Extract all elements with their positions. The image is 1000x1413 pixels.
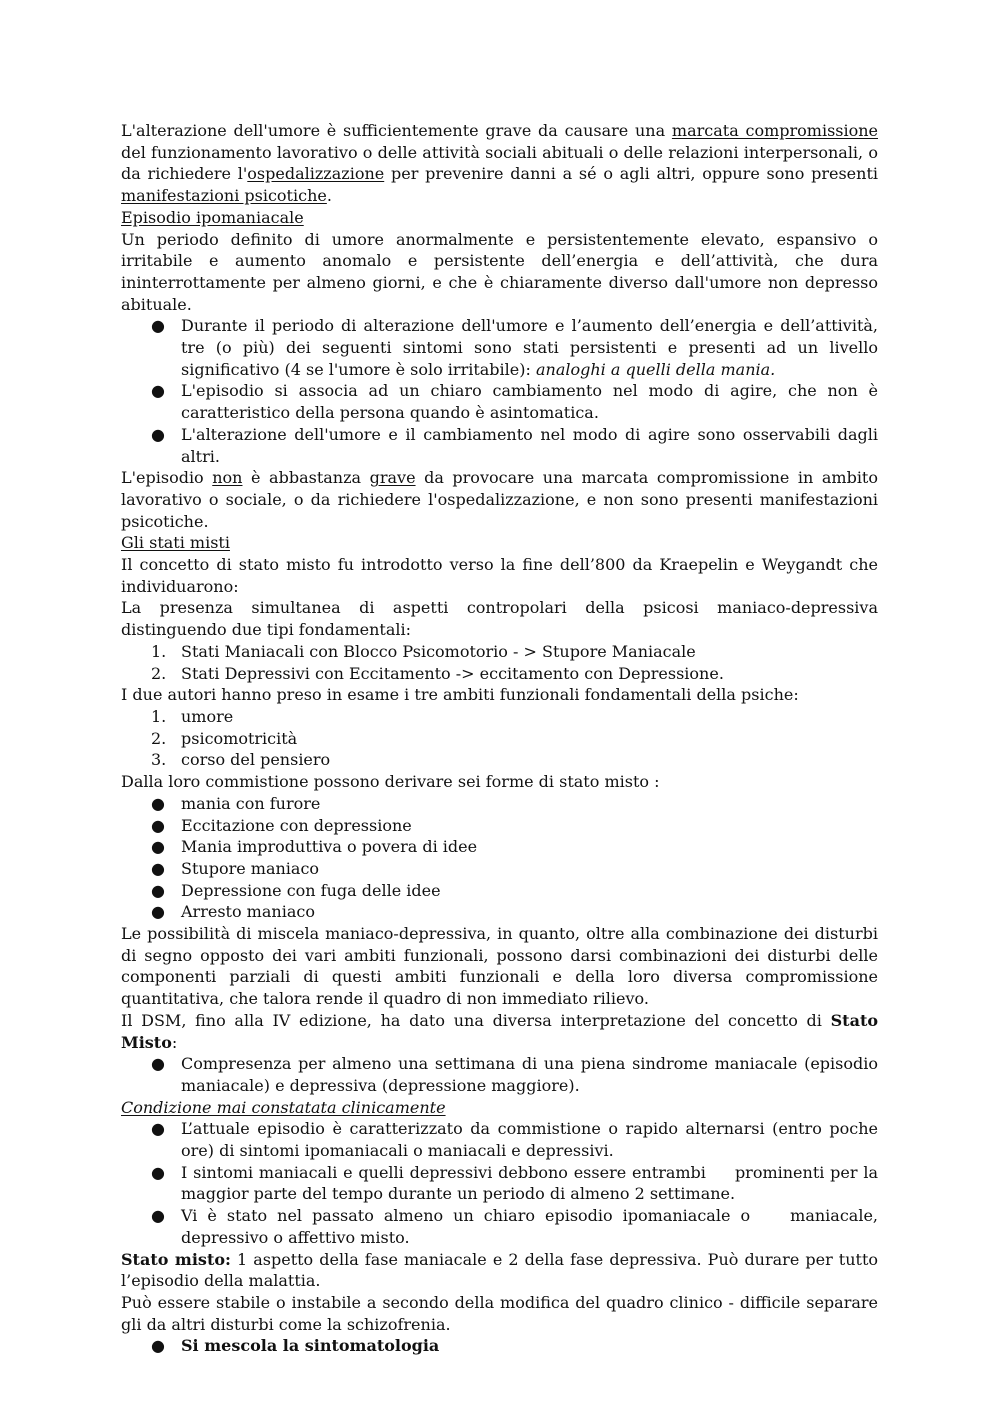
paragraph-hypomania-intro: Un periodo definito di umore anormalmente e persistentemente elevato, espansivo o irritabile e aumento anomalo e persistente dell’energia e dell’attività, che dura ininterrottamente per almeno giorni, e che è chiaramente diverso dall'umore non depresso abituale.: [121, 229, 878, 314]
text-run: Mania improduttiva o povera di idee: [181, 837, 478, 857]
list-item: [121, 749, 878, 771]
text-run: L'alterazione dell'umore è sufficientemente grave da causare una: [121, 121, 672, 140]
mixed-types-list: [121, 641, 878, 684]
bullet-icon: ●: [151, 1336, 165, 1356]
final-list: [121, 1335, 878, 1357]
bullet-icon: ●: [151, 793, 165, 813]
list-item: [121, 424, 878, 467]
text-run: Il DSM, fino alla IV edizione, ha dato una diversa interpretazione del concetto di: [121, 1010, 831, 1030]
list-item: [121, 728, 878, 750]
condition-list: [121, 1118, 884, 1248]
bold-text: Si mescola la sintomatologia: [181, 1336, 440, 1356]
bullet-icon: ●: [151, 1206, 165, 1226]
text-run: 1 aspetto della fase maniacale e 2 della fase depressiva. Può durare per tutto l’episodio della malattia.: [121, 1249, 879, 1291]
underlined-text: ospedalizzazione: [247, 164, 385, 184]
section-heading: Episodio ipomaniacale: [121, 207, 304, 227]
bullet-icon: ●: [151, 381, 165, 401]
paragraph-stability: Può essere stabile o instabile a secondo della modifica del quadro clinico - difficile separare gli da altri disturbi come la schizofrenia.: [121, 1292, 878, 1334]
text-run: L'alterazione dell'umore e il cambiamento nel modo di agire sono osservabili dagli altri.: [181, 424, 878, 466]
list-number: 1.: [151, 641, 167, 661]
list-item: [121, 815, 878, 837]
heading-hypomanic-episode: [121, 207, 878, 229]
hypomania-criteria-list: [121, 315, 878, 467]
text-run: umore: [181, 706, 234, 726]
list-item: [121, 901, 878, 923]
paragraph-functional-domains: I due autori hanno preso in esame i tre ambiti funzionali fondamentali della psiche:: [121, 685, 799, 705]
section-heading: Gli stati misti: [121, 533, 230, 553]
list-item: [121, 641, 878, 663]
list-item: [121, 858, 878, 880]
text-run: .: [326, 186, 332, 206]
text-run: del funzionamento lavorativo o delle attività sociali abituali o delle relazioni interpersonali, o da richiedere l': [121, 142, 878, 184]
list-item: [121, 706, 878, 728]
text-run: Stati Maniacali con Blocco Psicomotorio - > Stupore Maniacale: [181, 641, 696, 661]
bullet-icon: ●: [151, 424, 165, 444]
underlined-text: non: [212, 468, 243, 488]
bullet-icon: ●: [151, 837, 165, 857]
list-number: 1.: [151, 706, 167, 726]
text-run: Vi è stato nel passato almeno un chiaro episodio ipomaniacale o maniacale, depressivo o affettivo misto.: [181, 1206, 884, 1247]
text-run: da provocare una marcata compromissione in ambito lavorativo o sociale, o da richiedere l'ospedalizzazione, e non sono presenti manifestazioni psicotiche.: [121, 468, 878, 531]
underlined-text: grave: [369, 468, 416, 488]
functional-domains-list: [121, 706, 878, 771]
text-run: Eccitazione con depressione: [181, 815, 412, 835]
paragraph-dsm: [121, 1010, 878, 1053]
list-item: [121, 663, 878, 685]
italic-text: analoghi a quelli della mania.: [535, 359, 776, 379]
paragraph-mania-severity: [121, 120, 878, 207]
text-run: Arresto maniaco: [181, 902, 315, 922]
text-run: :: [171, 1032, 178, 1052]
bullet-icon: ●: [151, 1119, 165, 1139]
text-run: corso del pensiero: [181, 750, 331, 770]
paragraph-six-forms: Dalla loro commistione possono derivare sei forme di stato misto :: [121, 772, 660, 792]
paragraph-mixture-possibilities: Le possibilità di miscela maniaco-depressiva, in quanto, oltre alla combinazione dei disturbi di segno opposto dei vari ambiti funzionali, possono darsi combinazioni dei disturbi delle componenti parziali di questi ambiti funzionali e della loro diversa compromissione quantitativa, che talora rende il quadro di non immediato rilievo.: [121, 924, 878, 1009]
list-item: [121, 880, 878, 902]
list-number: 2.: [151, 663, 167, 683]
document-page: [121, 120, 884, 1357]
heading-mixed-states: [121, 532, 878, 554]
text-run: mania con furore: [181, 793, 321, 813]
bullet-icon: ●: [151, 316, 165, 336]
text-run: Stupore maniaco: [181, 858, 320, 878]
list-number: 3.: [151, 750, 167, 770]
paragraph-mixed-state-summary: [121, 1249, 878, 1292]
paragraph-mixed-concept: Il concetto di stato misto fu introdotto verso la fine dell’800 da Kraepelin e Weygandt che individuarono:: [121, 555, 878, 596]
bullet-icon: ●: [151, 880, 165, 900]
list-item: [121, 1205, 884, 1248]
text-run: I sintomi maniacali e quelli depressivi debbono essere entrambi prominenti per la maggior parte del tempo durante un periodo di almeno 2 settimane.: [181, 1162, 884, 1204]
bullet-icon: ●: [151, 902, 165, 922]
list-item: [121, 1162, 884, 1205]
paragraph-mixed-presence: La presenza simultanea di aspetti contropolari della psicosi maniaco-depressiva distinguendo due tipi fondamentali:: [121, 598, 878, 640]
text-run: Depressione con fuga delle idee: [181, 880, 441, 900]
text-run: psicomotricità: [181, 728, 298, 748]
list-item: [121, 315, 878, 380]
bullet-icon: ●: [151, 815, 165, 835]
list-item: [121, 1118, 878, 1161]
text-run: Durante il periodo di alterazione dell'umore e l’aumento dell’energia e dell’attività, tre (o più) dei seguenti sintomi sono stati persistenti e presenti ad un livello significativo (4 se l'umore è solo irritabile):: [181, 316, 878, 379]
text-run: è abbastanza: [242, 468, 370, 488]
list-item: [121, 1335, 878, 1357]
text-run: Stati Depressivi con Eccitamento -> eccitamento con Depressione.: [181, 663, 724, 683]
text-run: L'episodio si associa ad un chiaro cambiamento nel modo di agire, che non è caratteristico della persona quando è asintomatica.: [181, 381, 878, 423]
heading-condition: [121, 1097, 878, 1119]
text-run: L'episodio: [121, 468, 213, 488]
bold-text: Stato Misto: [121, 1010, 878, 1052]
underlined-text: manifestazioni psicotiche: [121, 186, 327, 206]
paragraph-hypomania-closing: [121, 467, 878, 532]
section-heading: Condizione mai constatata clinicamente: [121, 1097, 446, 1117]
list-item: [121, 1053, 878, 1096]
text-run: Compresenza per almeno una settimana di una piena sindrome maniacale (episodio maniacale) e depressiva (depressione maggiore).: [181, 1054, 878, 1095]
list-number: 2.: [151, 728, 167, 748]
list-item: [121, 793, 878, 815]
bullet-icon: ●: [151, 1054, 165, 1074]
dsm-list: [121, 1053, 878, 1096]
list-item: [121, 380, 878, 423]
mixed-forms-list: [121, 793, 878, 923]
list-item: [121, 836, 878, 858]
underlined-text: marcata compromissione: [671, 121, 879, 140]
text-run: L’attuale episodio è caratterizzato da commistione o rapido alternarsi (entro poche ore) di sintomi ipomaniacali o maniacali e depressivi.: [181, 1119, 878, 1161]
bold-text: Stato misto:: [121, 1249, 231, 1269]
bullet-icon: ●: [151, 1162, 165, 1182]
bullet-icon: ●: [151, 858, 165, 878]
text-run: per prevenire danni a sé o agli altri, oppure sono presenti: [384, 164, 879, 184]
